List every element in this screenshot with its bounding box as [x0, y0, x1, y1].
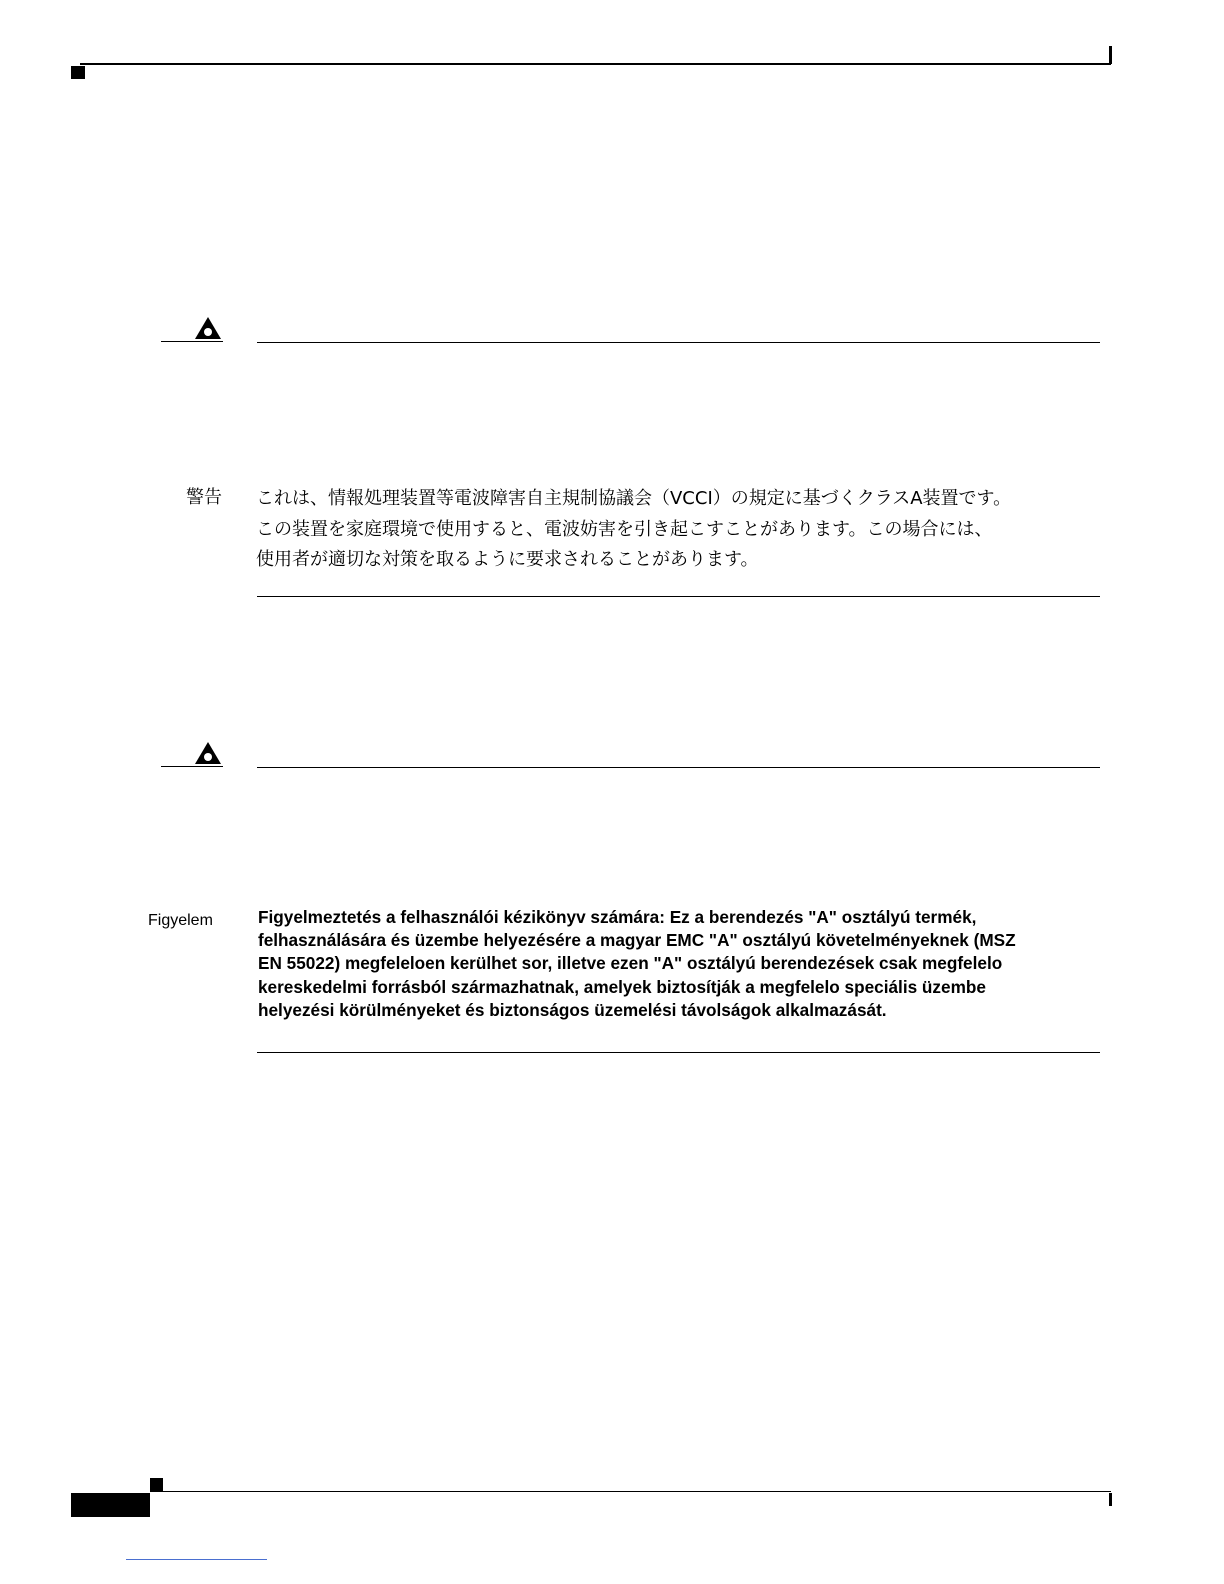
- warning-text-line: 使用者が適切な対策を取るように要求されることがあります。: [256, 549, 759, 570]
- warning-text-line: EN 55022) megfeleloen kerülhet sor, illetve ezen "A" osztályú berendezések csak megfelelo: [258, 953, 1003, 974]
- warning-text-line: helyezési körülményeket és biztonságos üzemelési távolságok alkalmazását.: [258, 999, 887, 1020]
- warning-icon: [194, 316, 222, 340]
- footer-marker: [150, 1478, 163, 1491]
- warning-icon-underline: [161, 766, 223, 767]
- warning-text: [258, 906, 1100, 1022]
- warning-text-line: この装置を家庭環境で使用すると、電波妨害を引き起こすことがあります。この場合には、: [256, 518, 993, 540]
- warning-icon-underline: [161, 341, 223, 342]
- footer-tick: [1109, 1493, 1112, 1506]
- warning-text-line: felhasználására és üzembe helyezésére a magyar EMC "A" osztályú követelményeknek (MSZ: [258, 930, 1016, 951]
- header-rule: [80, 63, 1111, 65]
- header-tick: [1109, 46, 1112, 64]
- warning-bottom-rule: [257, 1052, 1100, 1053]
- warning-text-line: Figyelmeztetés a felhasználói kézikönyv számára: Ez a berendezés "A" osztályú termék,: [258, 907, 977, 927]
- warning-text: [256, 484, 1076, 576]
- warning-top-rule: [257, 342, 1100, 343]
- header-marker: [71, 66, 85, 79]
- warning-text-line: これは、情報処理装置等電波障害自主規制協議会（VCCI）の規定に基づくクラスA装置です。: [256, 488, 1012, 509]
- footer-rule: [150, 1491, 1111, 1492]
- warning-top-rule: [257, 767, 1100, 768]
- warning-label: 警告: [186, 487, 222, 508]
- warning-label: Figyelem: [148, 912, 213, 929]
- footer-link-underline[interactable]: [126, 1559, 267, 1560]
- warning-text-line: kereskedelmi forrásból származhatnak, amelyek biztosítják a megfelelo speciális üzembe: [258, 976, 986, 997]
- warning-bottom-rule: [257, 596, 1100, 597]
- footer-page-tab: [71, 1493, 150, 1517]
- warning-icon: [194, 741, 222, 765]
